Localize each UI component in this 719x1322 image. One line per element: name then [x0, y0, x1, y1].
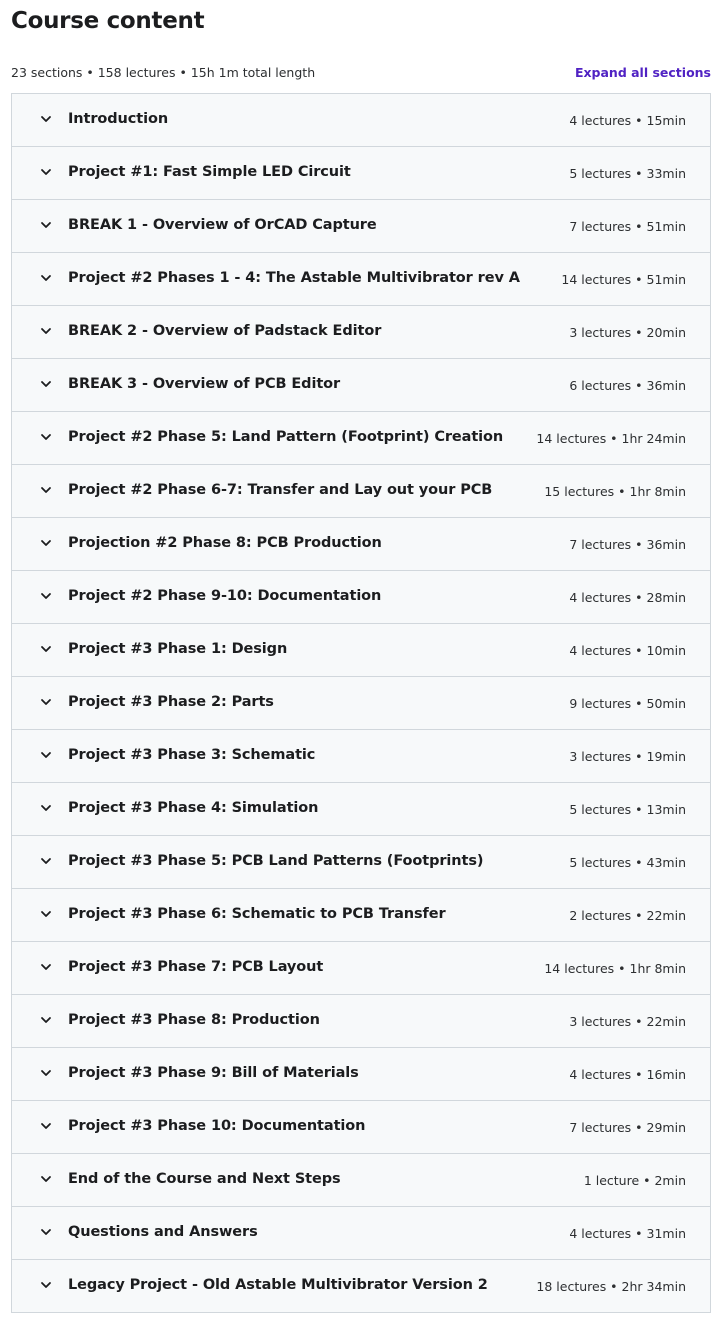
chevron-down-icon[interactable]: [40, 113, 52, 125]
section-header[interactable]: [12, 412, 710, 465]
section-meta: 1 lecture • 2min: [583, 1173, 686, 1188]
chevron-down-icon[interactable]: [40, 643, 52, 655]
section-meta: 6 lectures • 36min: [569, 378, 686, 393]
chevron-down-icon[interactable]: [40, 802, 52, 814]
section-title: Project #3 Phase 4: Simulation: [68, 800, 319, 816]
course-summary: 23 sections • 158 lectures • 15h 1m total length: [11, 65, 316, 80]
section-meta: 2 lectures • 22min: [569, 908, 686, 923]
section-header[interactable]: [12, 783, 710, 836]
section-meta: 5 lectures • 43min: [569, 855, 686, 870]
chevron-down-icon[interactable]: [40, 696, 52, 708]
section-title: Project #3 Phase 1: Design: [68, 641, 288, 657]
section-meta: 3 lectures • 19min: [569, 749, 686, 764]
section-title: Project #2 Phase 6-7: Transfer and Lay out your PCB: [68, 482, 493, 498]
section-meta: 4 lectures • 15min: [569, 113, 686, 128]
chevron-down-icon[interactable]: [40, 590, 52, 602]
section-header[interactable]: [12, 1260, 710, 1312]
section-header[interactable]: [12, 306, 710, 359]
section-meta: 4 lectures • 16min: [569, 1067, 686, 1082]
section-title: Project #2 Phase 9-10: Documentation: [68, 588, 382, 604]
section-meta: 5 lectures • 33min: [569, 166, 686, 181]
section-meta: 3 lectures • 20min: [569, 325, 686, 340]
chevron-down-icon[interactable]: [40, 1173, 52, 1185]
section-header[interactable]: [12, 253, 710, 306]
chevron-down-icon[interactable]: [40, 166, 52, 178]
section-title: Project #3 Phase 7: PCB Layout: [68, 959, 324, 975]
chevron-down-icon[interactable]: [40, 378, 52, 390]
section-header[interactable]: [12, 147, 710, 200]
chevron-down-icon[interactable]: [40, 431, 52, 443]
section-meta: 4 lectures • 10min: [569, 643, 686, 658]
section-title: Legacy Project - Old Astable Multivibrator Version 2: [68, 1277, 488, 1293]
course-summary-row: [11, 64, 711, 84]
section-meta: 14 lectures • 51min: [561, 272, 686, 287]
section-title: Project #3 Phase 3: Schematic: [68, 747, 316, 763]
chevron-down-icon[interactable]: [40, 1226, 52, 1238]
section-title: Project #3 Phase 6: Schematic to PCB Transfer: [68, 906, 446, 922]
chevron-down-icon[interactable]: [40, 537, 52, 549]
section-header[interactable]: [12, 1101, 710, 1154]
section-title: Project #3 Phase 10: Documentation: [68, 1118, 366, 1134]
section-title: End of the Course and Next Steps: [68, 1171, 341, 1187]
chevron-down-icon[interactable]: [40, 749, 52, 761]
section-meta: 5 lectures • 13min: [569, 802, 686, 817]
section-meta: 7 lectures • 51min: [569, 219, 686, 234]
chevron-down-icon[interactable]: [40, 1014, 52, 1026]
section-meta: 14 lectures • 1hr 8min: [544, 961, 686, 976]
section-meta: 14 lectures • 1hr 24min: [536, 431, 686, 446]
section-title: Project #3 Phase 8: Production: [68, 1012, 320, 1028]
section-meta: 7 lectures • 29min: [569, 1120, 686, 1135]
section-header[interactable]: [12, 677, 710, 730]
section-meta: 15 lectures • 1hr 8min: [544, 484, 686, 499]
section-meta: 18 lectures • 2hr 34min: [536, 1279, 686, 1294]
page-title: Course content: [11, 8, 205, 34]
chevron-down-icon[interactable]: [40, 1120, 52, 1132]
section-title: BREAK 2 - Overview of Padstack Editor: [68, 323, 382, 339]
chevron-down-icon[interactable]: [40, 325, 52, 337]
section-title: Project #2 Phases 1 - 4: The Astable Multivibrator rev A: [68, 270, 520, 286]
section-title: Project #3 Phase 5: PCB Land Patterns (Footprints): [68, 853, 484, 869]
chevron-down-icon[interactable]: [40, 855, 52, 867]
section-title: Project #3 Phase 2: Parts: [68, 694, 274, 710]
chevron-down-icon[interactable]: [40, 908, 52, 920]
section-header[interactable]: [12, 200, 710, 253]
section-header[interactable]: [12, 1207, 710, 1260]
section-title: Introduction: [68, 111, 169, 127]
section-meta: 3 lectures • 22min: [569, 1014, 686, 1029]
section-header[interactable]: [12, 94, 710, 147]
chevron-down-icon[interactable]: [40, 484, 52, 496]
section-header[interactable]: [12, 359, 710, 412]
section-header[interactable]: [12, 518, 710, 571]
section-title: BREAK 1 - Overview of OrCAD Capture: [68, 217, 377, 233]
section-header[interactable]: [12, 1048, 710, 1101]
chevron-down-icon[interactable]: [40, 961, 52, 973]
section-title: Projection #2 Phase 8: PCB Production: [68, 535, 382, 551]
section-title: Project #2 Phase 5: Land Pattern (Footprint) Creation: [68, 429, 504, 445]
section-header[interactable]: [12, 995, 710, 1048]
section-meta: 7 lectures • 36min: [569, 537, 686, 552]
section-title: Questions and Answers: [68, 1224, 258, 1240]
section-title: Project #3 Phase 9: Bill of Materials: [68, 1065, 359, 1081]
chevron-down-icon[interactable]: [40, 1279, 52, 1291]
section-title: BREAK 3 - Overview of PCB Editor: [68, 376, 341, 392]
section-meta: 9 lectures • 50min: [569, 696, 686, 711]
section-header[interactable]: [12, 1154, 710, 1207]
section-header[interactable]: [12, 465, 710, 518]
section-header[interactable]: [12, 730, 710, 783]
chevron-down-icon[interactable]: [40, 219, 52, 231]
section-header[interactable]: [12, 624, 710, 677]
section-meta: 4 lectures • 31min: [569, 1226, 686, 1241]
expand-all-sections-button[interactable]: Expand all sections: [574, 65, 711, 80]
section-meta: 4 lectures • 28min: [569, 590, 686, 605]
section-header[interactable]: [12, 889, 710, 942]
section-header[interactable]: [12, 836, 710, 889]
chevron-down-icon[interactable]: [40, 1067, 52, 1079]
section-header[interactable]: [12, 942, 710, 995]
section-list: [11, 93, 711, 1313]
section-header[interactable]: [12, 571, 710, 624]
chevron-down-icon[interactable]: [40, 272, 52, 284]
section-title: Project #1: Fast Simple LED Circuit: [68, 164, 351, 180]
